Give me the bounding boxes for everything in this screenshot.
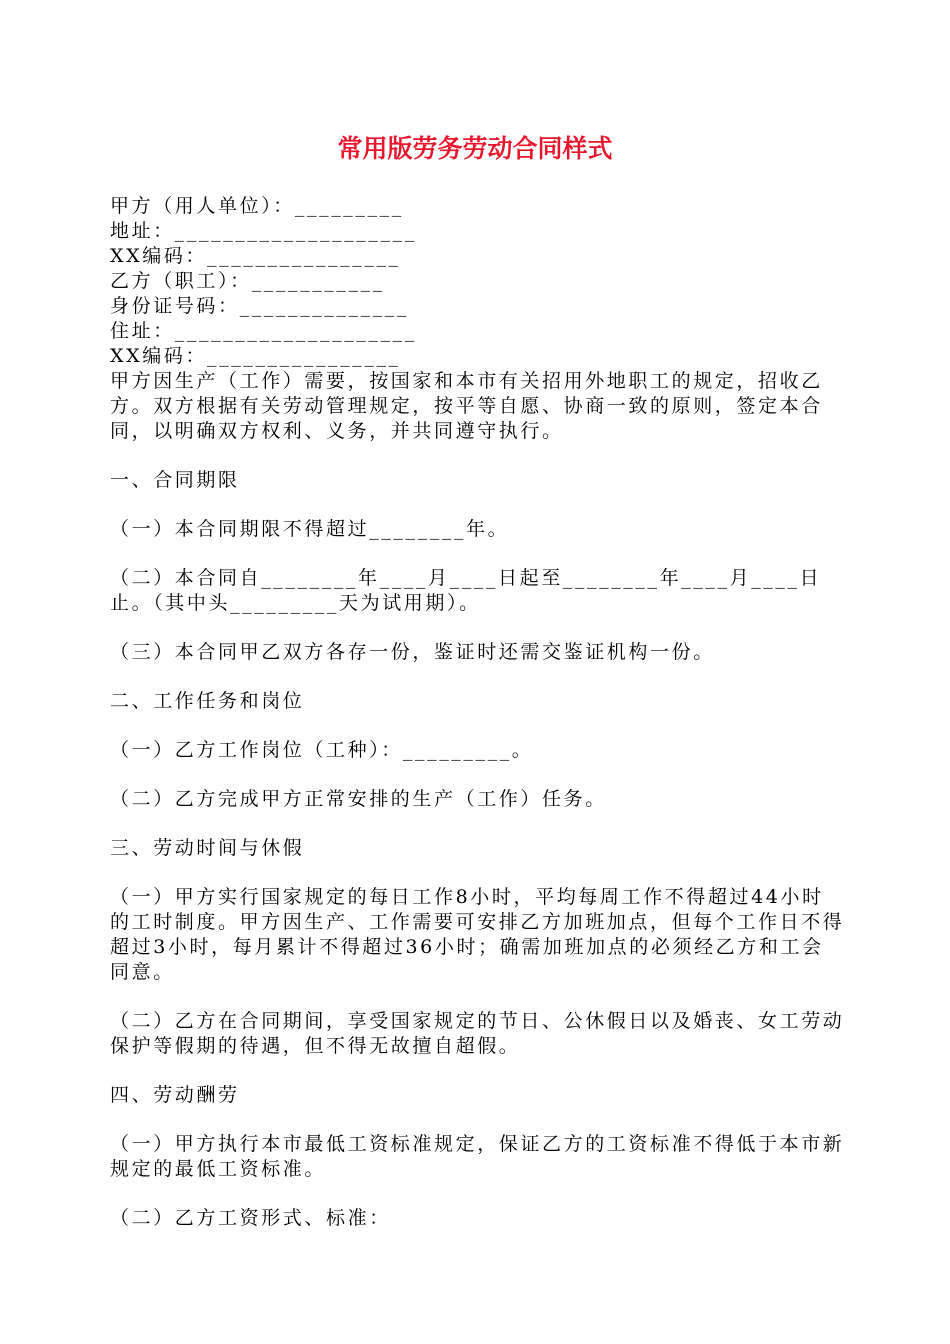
section-heading: 一、合同期限	[110, 469, 240, 491]
clause-paragraph: （二）乙方在合同期间，享受国家规定的节日、公休假日以及婚丧、女工劳动保护等假期的待遇，但不得无故擅自超假。	[110, 1010, 845, 1057]
intro-paragraph: 甲方因生产（工作）需要，按国家和本市有关招用外地职工的规定，招收乙方。双方根据有关劳动管理规定，按平等自愿、协商一致的原则，签定本合同，以明确双方权利、义务，并共同遵守执行。	[110, 370, 823, 442]
document-body	[110, 194, 845, 1231]
clause-paragraph: （二）乙方工资形式、标准：	[110, 1207, 391, 1229]
section-heading: 四、劳动酬劳	[110, 1084, 240, 1106]
clause-paragraph: （一）本合同期限不得超过________年。	[110, 518, 510, 540]
document-title: 常用版劳务劳动合同样式	[337, 134, 613, 163]
clause-paragraph: （一）乙方工作岗位（工种）：_________。	[110, 739, 534, 761]
clause-paragraph: （一）甲方执行本市最低工资标准规定，保证乙方的工资标准不得低于本市新规定的最低工资标准。	[110, 1133, 845, 1180]
party-b-field: 乙方（职工）：___________	[110, 270, 385, 292]
party-b-postcode-field: XX编码：________________	[110, 345, 401, 367]
party-a-address-field: 地址：____________________	[110, 220, 417, 242]
clause-paragraph: （三）本合同甲乙双方各存一份，鉴证时还需交鉴证机构一份。	[110, 641, 715, 663]
section-heading: 二、工作任务和岗位	[110, 690, 305, 712]
clause-paragraph: （一）甲方实行国家规定的每日工作8小时，平均每周工作不得超过44小时的工时制度。甲方因生产、工作需要可安排乙方加班加点，但每个工作日不得超过3小时，每月累计不得超过36小时；确需加班加点的必须经乙方和工会同意。	[110, 886, 845, 983]
id-number-field: 身份证号码：______________	[110, 295, 410, 317]
party-b-address-field: 住址：____________________	[110, 320, 417, 342]
clause-paragraph: （二）乙方完成甲方正常安排的生产（工作）任务。	[110, 788, 607, 810]
clause-paragraph: （二）本合同自________年____月____日起至________年____月____日止。（其中头_________天为试用期）。	[110, 567, 822, 614]
party-a-postcode-field: XX编码：________________	[110, 245, 401, 267]
party-a-field: 甲方（用人单位）：_________	[110, 195, 404, 217]
section-heading: 三、劳动时间与休假	[110, 837, 305, 859]
